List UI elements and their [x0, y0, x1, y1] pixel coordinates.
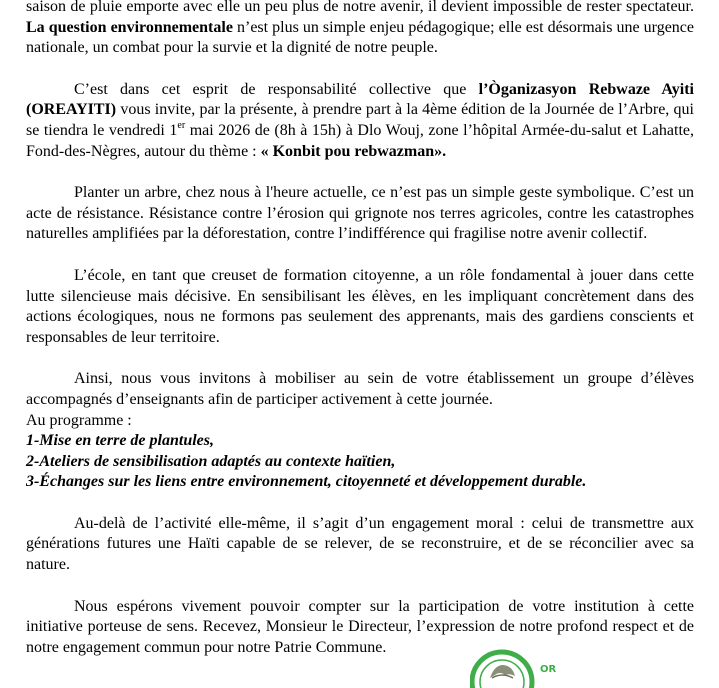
text-run: mai 2026 de (8h à 15h) à Dlo Wouj, zone l’hôpital Armée-du-salut et Lahatte, Fond-des-Nègres, autour du thème : [26, 121, 694, 160]
paragraph-school: L’école, en tant que creuset de formation citoyenne, a un rôle fondamental à jouer dans cette lutte silencieuse mais décisive. En sensibilisant les élèves, en les impliquant concrètement dans des actions écologiques, nous ne formons pas seulement des apprenants, mais des gardiens conscients et responsables de leur territoire. [26, 266, 694, 346]
text-run: saison de pluie emporte avec elle un peu plus de notre avenir, il devient impossible de rester spectateur. [26, 0, 694, 15]
text-run: vous invite, par la présente, à prendre part à la 4ème édition de la Journée de l’Arbre, qui se tiendra le vendredi 1 [26, 101, 694, 139]
paragraph-intro [26, 0, 694, 59]
paragraph-invitation [26, 80, 694, 162]
programme-item: 1-Mise en terre de plantules, [26, 432, 214, 450]
paragraph-engagement: Au-delà de l’activité elle-même, il s’agit d’un engagement moral : celui de transmettre aux générations futures une Haïti capable de se relever, de se reconstruire, et de se réconcilier avec sa nature. [26, 514, 694, 574]
paragraph-closing: Nous espérons vivement pouvoir compter sur la participation de votre institution à cette initiative porteuse de sens. Recevez, Monsieur le Directeur, l’expression de notre profond respect et de notre engagement commun pour notre Patrie Commune. [26, 597, 694, 656]
tree-emblem-icon [470, 648, 710, 688]
programme-item: 2-Ateliers de sensibilisation adaptés au contexte haïtien, [26, 452, 396, 470]
paragraph-mobilize: Ainsi, nous vous invitons à mobiliser au sein de votre établissement un groupe d’élèves accompagnés d’enseignants afin de participer activement à cette journée. [26, 370, 694, 408]
text-run: C’est dans cet esprit de responsabilité collective que [74, 80, 479, 98]
programme-label: Au programme : [26, 411, 132, 429]
paragraph-planting: Planter un arbre, chez nous à l'heure actuelle, ce n’est pas un simple geste symbolique. C’est un acte de résistance. Résistance contre l’érosion qui grignote nos terres agricoles, contre les catastrophes naturelles amplifiées par la déforestation, contre l’indifférence qui fragilise notre avenir collectif. [26, 184, 694, 243]
programme-item: 3-Échanges sur les liens entre environnement, citoyenneté et développement durable. [26, 473, 587, 491]
organization-name: l’Òganizasyon Rebwaze Ayiti (OREAYITI) [26, 80, 694, 119]
ordinal-suffix: er [177, 119, 186, 131]
theme-title: « Konbit pou rebwazman». [260, 142, 447, 160]
letter-body [26, 0, 694, 658]
svg-text:OR: OR [540, 664, 557, 675]
organization-logo [470, 648, 710, 688]
text-run: n’est plus un simple enjeu pédagogique; elle est désormais une urgence nationale, un combat pour la survie et la dignité de notre peuple. [26, 18, 695, 57]
bold-phrase: La question environnementale [26, 18, 233, 36]
